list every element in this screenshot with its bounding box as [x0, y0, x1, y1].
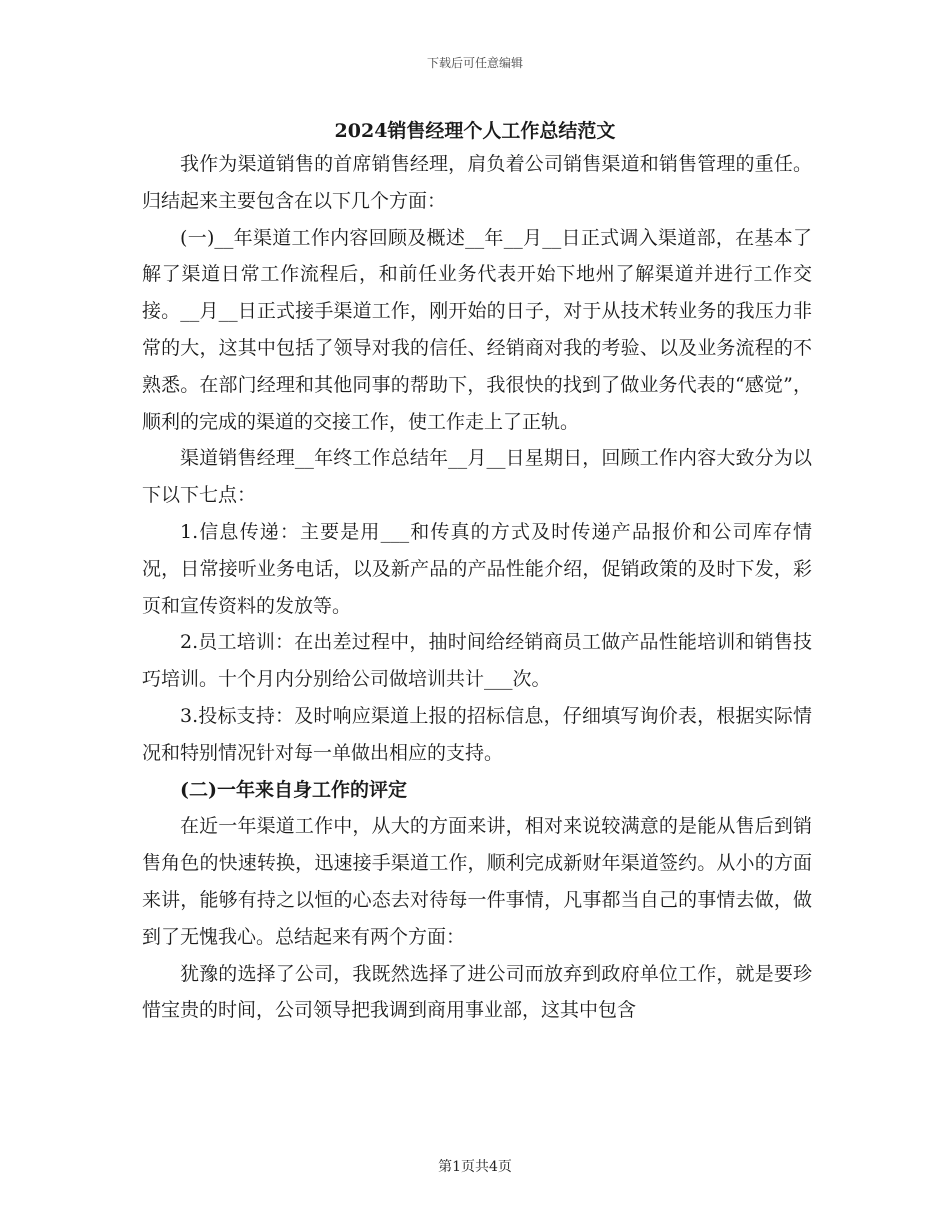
- paragraph-item-2: 2.员工培训：在出差过程中，抽时间给经销商员工做产品性能培训和销售技巧培训。十个月内分别给公司做培训共计___次。: [142, 631, 812, 691]
- paragraph-intro: 我作为渠道销售的首席销售经理，肩负着公司销售渠道和销售管理的重任。归结起来主要包含在以下几个方面：: [142, 153, 812, 212]
- paragraph-summary-points: 渠道销售经理__年终工作总结年__月__日星期日，回顾工作内容大致分为以下以下七点：: [142, 447, 812, 507]
- paragraph-section-1: (一)__年渠道工作内容回顾及概述__年__月__日正式调入渠道部，在基本了解了渠道日常工作流程后，和前任业务代表开始下地州了解渠道并进行工作交接。__月__日正式接手渠道工作，刚开始的日子，对于从技术转业务的我压力非常的大，这其中包括了领导对我的信任、经销商对我的考验、以及业务流程的不熟悉。在部门经理和其他同事的帮助下，我很快的找到了做业务代表的“感觉”，顺利的完成的渠道的交接工作，使工作走上了正轨。: [142, 226, 812, 433]
- paragraph-item-3: 3.投标支持：及时响应渠道上报的招标信息，仔细填写询价表，根据实际情况和特别情况针对每一单做出相应的支持。: [142, 704, 812, 764]
- paragraph-item-1: 1.信息传递：主要是用___和传真的方式及时传递产品报价和公司库存情况，日常接听业务电话，以及新产品的产品性能介绍，促销政策的及时下发，彩页和宣传资料的发放等。: [142, 520, 812, 617]
- document-title: 2024销售经理个人工作总结范文: [334, 120, 616, 142]
- document-body: [142, 146, 812, 1029]
- page-footer-page-number: 第1页共4页: [438, 1159, 512, 1175]
- page-header-note: 下载后可任意编辑: [426, 56, 523, 70]
- paragraph-self-evaluation: 在近一年渠道工作中，从大的方面来讲，相对来说较满意的是能从售后到销售角色的快速转换，迅速接手渠道工作，顺利完成新财年渠道签约。从小的方面来讲，能够有持之以恒的心态去对待每一件事情，凡事都当自己的事情去做，做到了无愧我心。总结起来有两个方面：: [142, 815, 812, 948]
- paragraph-choice: 犹豫的选择了公司，我既然选择了进公司而放弃到政府单位工作，就是要珍惜宝贵的时间，公司领导把我调到商用事业部，这其中包含: [142, 962, 812, 1022]
- section-heading-2: (二)一年来自身工作的评定: [180, 778, 407, 801]
